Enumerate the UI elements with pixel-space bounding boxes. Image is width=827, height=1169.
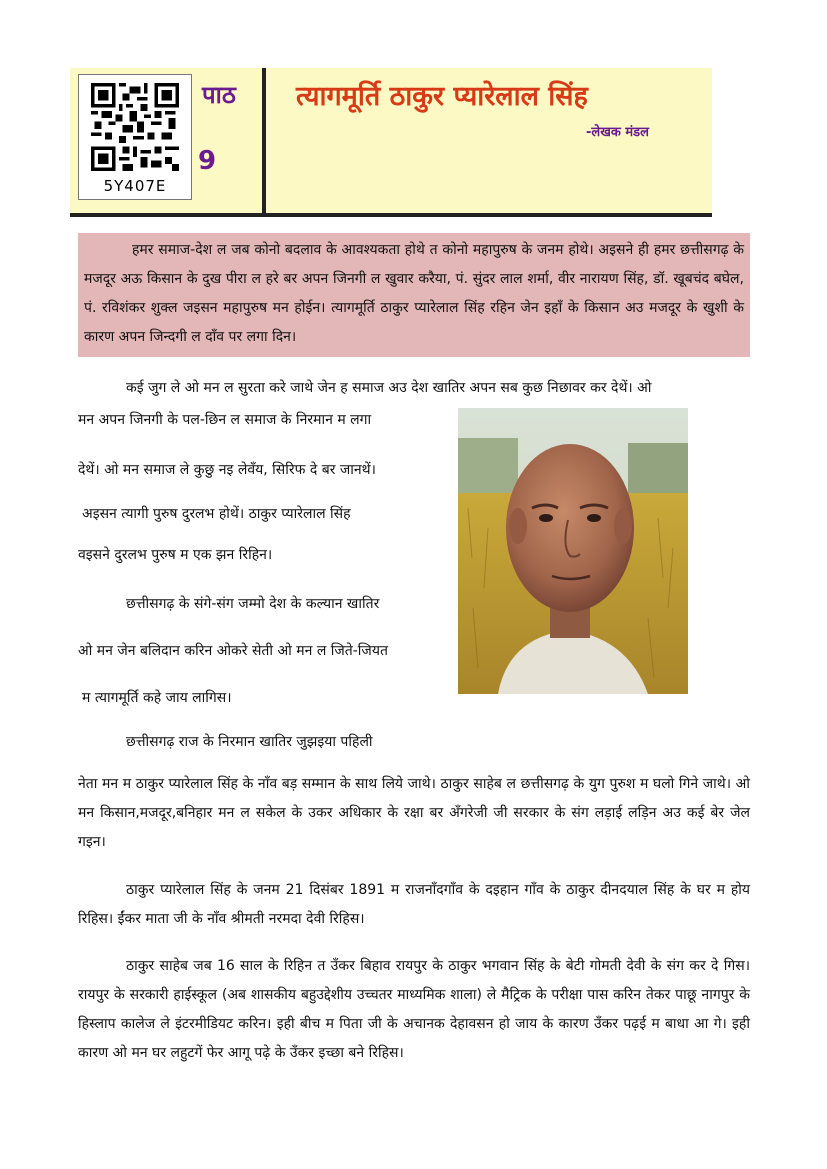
- body-line-8: म त्यागमूर्ति कहे जाय लागिस।: [82, 690, 232, 706]
- body-line-9: छत्तीसगढ़ राज के निरमान खातिर जुझइया पहिली: [126, 734, 373, 750]
- body-line-5: वइसने दुरलभ पुरुष म एक झन रिहिन।: [78, 547, 273, 563]
- body-line-1: कई जुग ले ओ मन ल सुरता करे जाथे जेन ह समाज अउ देश खातिर अपन सब कुछ निछावर कर देथें। ओ: [126, 380, 652, 396]
- portrait-photo: [458, 408, 688, 694]
- intro-paragraph: हमर समाज-देश ल जब कोनो बदलाव के आवश्यकता होथे त कोनो महापुरुष के जनम होथे। अइसने ही हमर छत्तीसगढ़ के मजदूर अऊ किसान के दुख पीरा ल हरे बर अपन जिनगी ल खुवार करैया, पं. सुंदर लाल शर्मा, वीर नारायण सिंह, डॉ. खूबचंद बघेल, पं. रविशंकर शुक्ल जइसन महापुरुष मन होईन। त्यागमूर्ति ठाकुर प्यारेलाल सिंह रहिन जेन इहाँ के किसान अउ मजदूर के खुशी के कारण अपन जिन्दगी ल दाँव पर लगा दिन।: [78, 233, 750, 357]
- body-line-2: मन अपन जिनगी के पल-छिन ल समाज के निरमान म लगा: [78, 412, 372, 428]
- lesson-label: पाठ: [202, 81, 236, 109]
- qr-code-id: 5Y407E: [103, 177, 167, 195]
- author-credit: -लेखक मंडल: [586, 125, 649, 140]
- lesson-number: 9: [198, 146, 217, 176]
- lesson-title: त्यागमूर्ति ठाकुर प्यारेलाल सिंह: [296, 81, 588, 112]
- body-paragraph-3: ठाकुर प्यारेलाल सिंह के जनम 21 दिसंबर 1891 म राजनाँदगाँव के दइहान गाँव के ठाकुर दीनदयाल सिंह के घर म होय रिहिस। ईंकर माता जी के नाँव श्रीमती नरमदा देवी रिहिस।: [78, 882, 750, 927]
- portrait-image: [458, 408, 688, 694]
- lesson-header: [70, 68, 712, 217]
- body-paragraph-4: ठाकुर साहेब जब 16 साल के रिहिन त उँकर बिहाव रायपुर के ठाकुर भगवान सिंह के बेटी गोमती देवी के संग कर दे गिस। रायपुर के सरकारी हाईस्कूल (अब शासकीय बहुउद्देशीय उच्चतर माध्यमिक शाला) ले मैट्रिक के परीक्षा पास करिन तेकर पाछू नागपुर के हिस्लाप कालेज ले इंटरमीडियट करिन। इही बीच म पिता जी के अचानक देहावसन हो जाय के कारण उँकर पढ़ई म बाधा आ गे। इही कारण ओ मन घर लहुटगें फेर आगू पढ़े के उँकर इच्छा बने रिहिस।: [78, 958, 750, 1061]
- body-line-3: देथें। ओ मन समाज ले कुछु नइ लेवँय, सिरिफ दे बर जानथें।: [78, 462, 376, 478]
- body-paragraph-2: नेता मन म ठाकुर प्यारेलाल सिंह के नाँव बड़ सम्मान के साथ लिये जाथे। ठाकुर साहेब ल छत्तीसगढ़ के युग पुरुश म घलो गिने जाथे। ओ मन किसान,मजदूर,बनिहार मन ल सकेल के उकर अधिकार के रक्षा बर अँगरेजी जी सरकार के संग लड़ाई लड़िन अउ कई बेर जेल गइन।: [78, 776, 750, 850]
- body-line-4: अइसन त्यागी पुरुष दुरलभ होथें। ठाकुर प्यारेलाल सिंह: [82, 506, 351, 522]
- qr-code[interactable]: [78, 74, 192, 200]
- body-line-7: ओ मन जेन बलिदान करिन ओकरे सेती ओ मन ल जिते-जियत: [78, 643, 388, 659]
- qr-code-icon: [91, 83, 179, 171]
- body-line-6: छत्तीसगढ़ के संगे-संग जम्मो देश के कल्यान खातिर: [126, 596, 380, 612]
- header-divider: [262, 68, 266, 213]
